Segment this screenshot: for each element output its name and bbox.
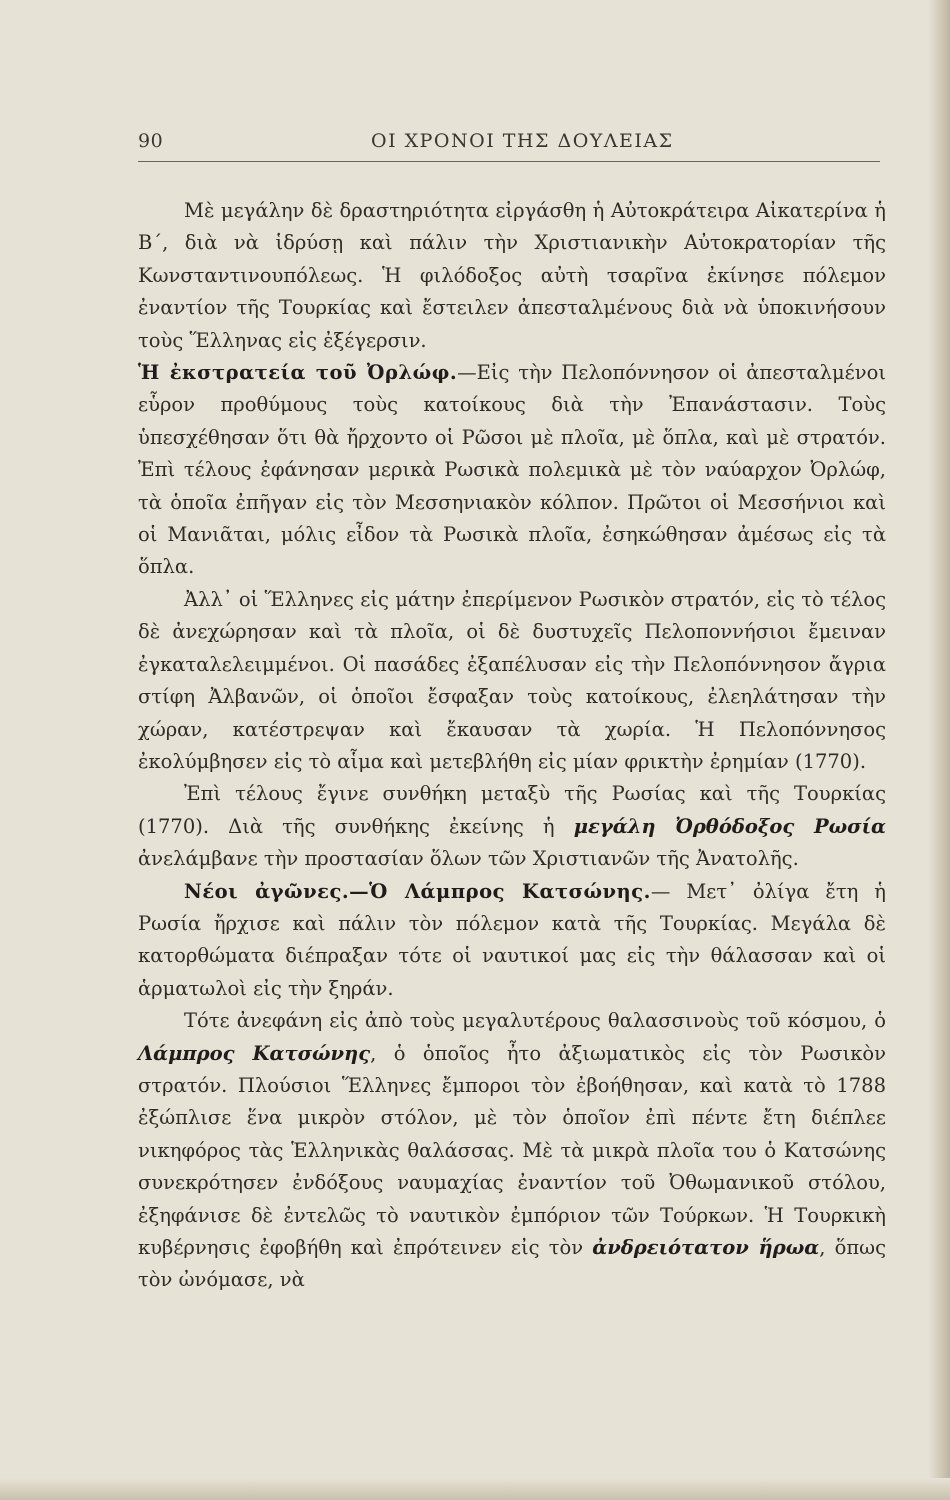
paragraph-text: , ὁ ὁποῖος ἦτο ἀξιωματικὸς εἰς τὸν Ρωσικὸν στρατόν. Πλούσιοι Ἕλληνες ἔμποροι τὸν ἐβοήθησαν, καὶ κατὰ τὸ 1788 ἐξώπλισε ἕνα μικρὸν στόλον, μὲ τὸν ὁποῖον ἐπὶ πέντε ἔτη διέπλεε νικηφόρος τὰς Ἑλληνικὰς θαλάσσας. Μὲ τὰ μικρὰ πλοῖα του ὁ Κατσώνης συνεκρότησεν ἐνδόξους ναυμαχίας ἐναντίον τοῦ Ὀθωμανικοῦ στόλου, ἐξηφάνισε δὲ ἐντελῶς τὸ ναυτικὸν ἐμπόριον τῶν Τούρκων. Ἡ Τουρκικὴ κυβέρνησις ἐφοβήθη καὶ ἐπρότεινεν εἰς τὸν (138, 1041, 887, 1259)
paragraph-6 (138, 1005, 886, 1297)
emphasis-text: μεγάλη Ὀρθόδοξος Ρωσία (573, 814, 887, 838)
paragraph-text: Ἀλλ᾽ οἱ Ἕλληνες εἰς μάτην ἐπερίμενον Ρωσικὸν στρατόν, εἰς τὸ τέλος δὲ ἀνεχώρησαν καὶ τὰ πλοῖα, οἱ δὲ δυστυχεῖς Πελοποννήσιοι ἔμειναν ἐγκαταλελειμμένοι. Οἱ πασάδες ἐξαπέλυσαν εἰς τὴν Πελοπόννησον ἄγρια στίφη Ἀλβανῶν, οἱ ὁποῖοι ἔσφαξαν τοὺς κατοίκους, ἐλεηλάτησαν τὴν χώραν, κατέστρεψαν καὶ ἔκαυσαν τὰ χωρία. Ἡ Πελοπόννησος ἐκολύμβησεν εἰς τὸ αἷμα καὶ μετεβλήθη εἰς μίαν φρικτὴν ἐρημίαν (1770). (138, 587, 886, 773)
paragraph-text: —Εἰς τὴν Πελοπόννησον οἱ ἀπεσταλμένοι εὗρον προθύμους τοὺς κατοίκους διὰ τὴν Ἐπανάστασιν. Τοὺς ὑπεσχέθησαν ὅτι θὰ ἤρχοντο οἱ Ρῶσοι μὲ πλοῖα, μὲ ὅπλα, καὶ μὲ στρατόν. Ἐπὶ τέλους ἐφάνησαν μερικὰ Ρωσικὰ πολεμικὰ μὲ τὸν ναύαρχον Ὀρλώφ, τὰ ὁποῖα ἐπῆγαν εἰς τὸν Μεσσηνιακὸν κόλπον. Πρῶτοι οἱ Μεσσήνιοι καὶ οἱ Μανιᾶται, μόλις εἶδον τὰ Ρωσικὰ πλοῖα, ἐσηκώθησαν ἀμέσως εἰς τὰ ὅπλα. (138, 361, 886, 579)
paragraph-text: , ὅπως τὸν ὠνόμασε, νὰ (138, 1236, 886, 1292)
paragraph-5 (138, 876, 886, 1006)
page-header (138, 130, 880, 156)
page-number: 90 (138, 130, 164, 152)
page-edge (928, 0, 950, 1500)
paragraph-text: — Μετ᾽ ὀλίγα ἔτη ἡ Ρωσία ἤρχισε καὶ πάλιν τὸν πόλεμον κατὰ τῆς Τουρκίας. Μεγάλα δὲ κατορθώματα διέπραξαν τότε οἱ ναυτικοί μας εἰς τὴν θάλασσαν καὶ οἱ ἁρματωλοὶ εἰς τὴν ξηράν. (138, 879, 886, 1000)
section-heading-orloff: Ἡ ἐκστρατεία τοῦ Ὀρλώφ. (138, 361, 458, 385)
paragraph-text: Τότε ἀνεφάνη εἰς ἀπὸ τοὺς μεγαλυτέρους θαλασσινοὺς τοῦ κόσμου, ὁ (184, 1009, 886, 1033)
paragraph-1 (138, 195, 886, 357)
emphasis-text: Λάμπρος Κατσώνης (138, 1041, 371, 1065)
emphasis-text: ἀνδρειότατον ἥρωα (592, 1236, 820, 1259)
paragraph-text: Ἐπὶ τέλους ἔγινε συνθήκη μεταξὺ τῆς Ρωσίας καὶ τῆς Τουρκίας (1770). Διὰ τῆς συνθήκης ἐκείνης ἡ (138, 782, 886, 838)
paragraph-text: ἀνελάμβανε τὴν προστασίαν ὅλων τῶν Χριστιανῶν τῆς Ἀνατολῆς. (138, 847, 799, 871)
paragraph-2 (138, 357, 886, 584)
section-heading-katsonis: Νέοι ἀγῶνες.—Ὁ Λάμπρος Κατσώνης. (184, 879, 651, 903)
paragraph-text: Μὲ μεγάλην δὲ δραστηριότητα εἰργάσθη ἡ Αὐτοκράτειρα Αἰκατερίνα ἡ Β΄, διὰ νὰ ἱδρύσῃ καὶ πάλιν τὴν Χριστιανικὴν Αὐτοκρατορίαν τῆς Κωνσταντινουπόλεως. Ἡ φιλόδοξος αὐτὴ τσαρῖνα ἐκίνησε πόλεμον ἐναντίον τῆς Τουρκίας καὶ ἔστειλεν ἀπεσταλμένους διὰ νὰ ὑποκινήσουν τοὺς Ἕλληνας εἰς ἐξέγερσιν. (138, 199, 886, 352)
header-rule (138, 161, 880, 162)
body-text (138, 195, 886, 1297)
paragraph-3 (138, 584, 886, 778)
page-bottom-shadow (0, 1478, 950, 1500)
running-title: ΟΙ ΧΡΟΝΟΙ ΤΗΣ ΔΟΥΛΕΙΑΣ (371, 130, 674, 152)
paragraph-4 (138, 778, 886, 875)
